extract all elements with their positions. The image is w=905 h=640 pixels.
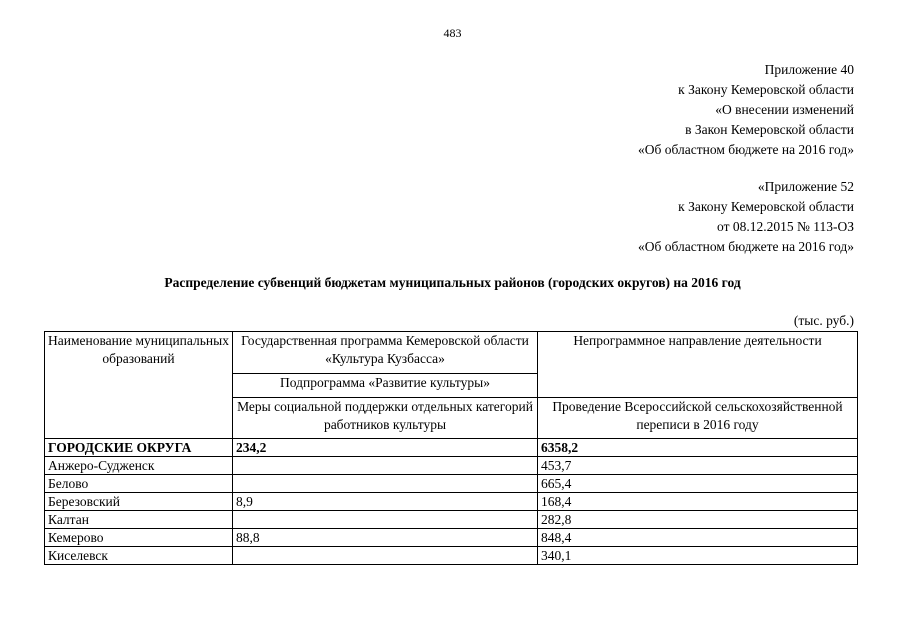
row-measures <box>233 511 538 529</box>
document-title: Распределение субвенций бюджетам муниципальных районов (городских округов) на 2016 год <box>164 275 741 290</box>
annex-1-line: Приложение 40 <box>764 62 854 77</box>
annex-block-2 <box>638 177 854 257</box>
row-census: 6358,2 <box>538 439 858 457</box>
row-name: ГОРОДСКИЕ ОКРУГА <box>45 439 233 457</box>
header-census: Проведение Всероссийской сельскохозяйственной переписи в 2016 году <box>538 398 858 439</box>
row-name: Белово <box>45 475 233 493</box>
page-number: 483 <box>443 26 462 40</box>
row-census: 340,1 <box>538 547 858 565</box>
table-row <box>45 493 858 511</box>
row-name: Киселевск <box>45 547 233 565</box>
row-measures: 88,8 <box>233 529 538 547</box>
row-measures: 8,9 <box>233 493 538 511</box>
row-measures <box>233 475 538 493</box>
row-measures <box>233 457 538 475</box>
header-measures: Меры социальной поддержки отдельных категорий работников культуры <box>233 398 538 439</box>
annex-2-line: к Закону Кемеровской области <box>678 199 854 214</box>
budget-table <box>44 331 858 565</box>
header-subprogram: Подпрограмма «Развитие культуры» <box>233 374 538 398</box>
annex-2-line: «Об областном бюджете на 2016 год» <box>638 239 854 254</box>
annex-block-1 <box>638 60 854 160</box>
row-census: 848,4 <box>538 529 858 547</box>
units-label: (тыс. руб.) <box>793 313 854 328</box>
row-census: 453,7 <box>538 457 858 475</box>
table-row <box>45 547 858 565</box>
annex-1-line: «О внесении изменений <box>715 102 854 117</box>
annex-2-line: от 08.12.2015 № 113-ОЗ <box>717 219 854 234</box>
row-census: 282,8 <box>538 511 858 529</box>
header-name: Наименование муниципальных образований <box>45 332 233 439</box>
header-program: Государственная программа Кемеровской области «Культура Кузбасса» <box>233 332 538 374</box>
annex-2-line: «Приложение 52 <box>757 179 854 194</box>
annex-1-line: в Закон Кемеровской области <box>685 122 854 137</box>
row-measures: 234,2 <box>233 439 538 457</box>
annex-1-line: к Закону Кемеровской области <box>678 82 854 97</box>
row-name: Калтан <box>45 511 233 529</box>
table-row <box>45 475 858 493</box>
row-name: Березовский <box>45 493 233 511</box>
row-measures <box>233 547 538 565</box>
row-name: Кемерово <box>45 529 233 547</box>
table-row <box>45 529 858 547</box>
row-name: Анжеро-Судженск <box>45 457 233 475</box>
table-row <box>45 457 858 475</box>
row-census: 168,4 <box>538 493 858 511</box>
table-row <box>45 439 858 457</box>
row-census: 665,4 <box>538 475 858 493</box>
annex-1-line: «Об областном бюджете на 2016 год» <box>638 142 854 157</box>
header-nonprogram: Непрограммное направление деятельности <box>538 332 858 398</box>
table-row <box>45 511 858 529</box>
